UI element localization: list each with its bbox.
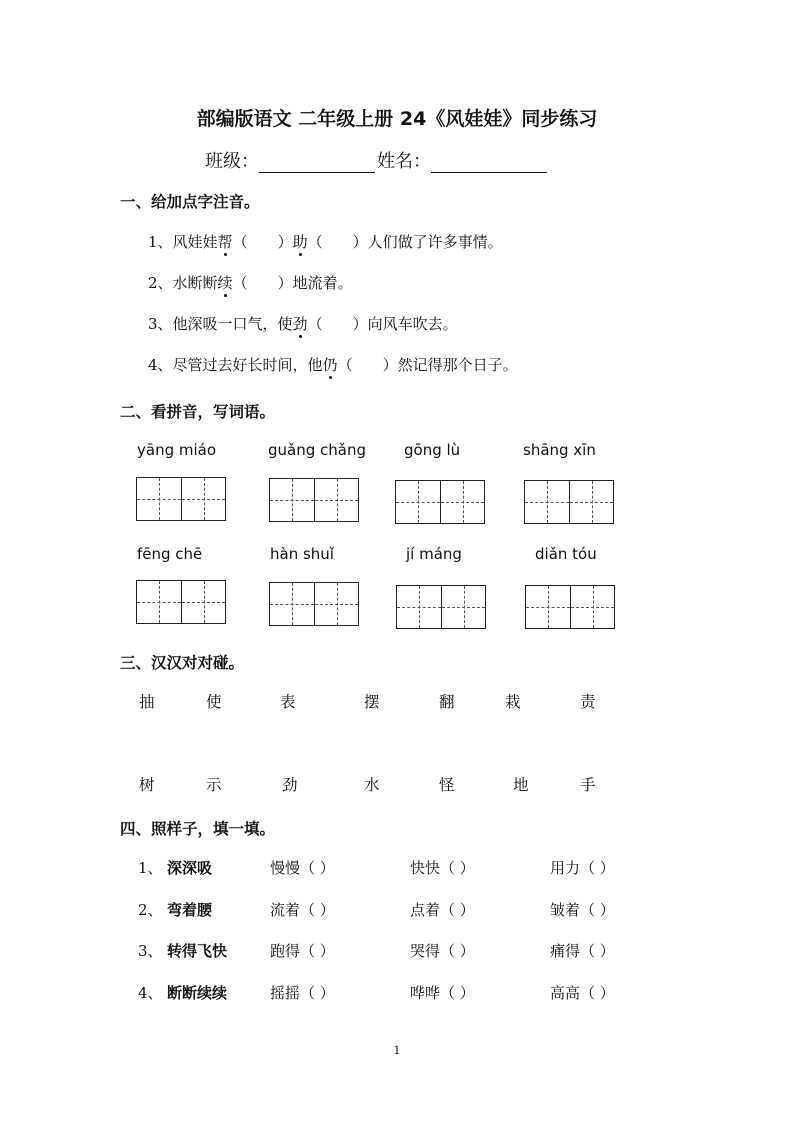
pinyin-8: diǎn tóu (535, 545, 597, 563)
pattern-row-1-num: 1、 (138, 859, 163, 877)
pinyin-7: jí máng (406, 545, 462, 563)
class-label: 班级： (205, 151, 259, 172)
pattern-row-4-c[interactable]: 高高（ ） (550, 984, 615, 1002)
pattern-row-4-b[interactable]: 哗哗（ ） (410, 984, 475, 1002)
char-top-3[interactable]: 表 (280, 693, 296, 711)
pinyin-5: fēng chē (137, 545, 203, 563)
question-1-3: 3、他深吸一口气，使劲（ ）向风车吹去。 (148, 315, 458, 333)
char-top-1[interactable]: 抽 (139, 693, 155, 711)
pinyin-4: shāng xīn (523, 441, 596, 459)
char-bottom-4[interactable]: 水 (364, 776, 380, 794)
name-label: 姓名： (377, 151, 431, 172)
char-bottom-5[interactable]: 怪 (439, 776, 455, 794)
pattern-row-3-b[interactable]: 哭得（ ） (410, 942, 475, 960)
pattern-row-2-a[interactable]: 流着（ ） (270, 901, 335, 919)
pattern-row-1-example: 深深吸 (167, 859, 213, 877)
writing-grid-1[interactable] (136, 477, 226, 521)
section-4-heading: 四、照样子，填一填。 (120, 820, 276, 838)
char-bottom-2[interactable]: 示 (206, 776, 222, 794)
char-top-4[interactable]: 摆 (364, 693, 380, 711)
pattern-row-1-b[interactable]: 快快（ ） (410, 859, 475, 877)
name-blank[interactable] (431, 153, 547, 173)
pattern-row-2-b[interactable]: 点着（ ） (410, 901, 475, 919)
writing-grid-4[interactable] (524, 480, 614, 524)
writing-grid-8[interactable] (525, 585, 615, 629)
page-number: 1 (393, 1044, 401, 1057)
writing-grid-2[interactable] (269, 478, 359, 522)
pattern-row-3-num: 3、 (138, 942, 163, 960)
char-top-5[interactable]: 翻 (439, 693, 455, 711)
writing-grid-6[interactable] (269, 582, 359, 626)
pattern-row-2-c[interactable]: 皱着（ ） (550, 901, 615, 919)
class-blank[interactable] (259, 153, 375, 173)
writing-grid-5[interactable] (136, 580, 226, 624)
section-1-heading: 一、给加点字注音。 (120, 193, 260, 211)
pattern-row-3-a[interactable]: 跑得（ ） (270, 942, 335, 960)
section-2-heading: 二、看拼音，写词语。 (120, 403, 276, 421)
char-bottom-7[interactable]: 手 (580, 776, 596, 794)
char-bottom-6[interactable]: 地 (513, 776, 529, 794)
pattern-row-2-example: 弯着腰 (167, 901, 213, 919)
pinyin-3: gōng lù (404, 441, 461, 459)
pattern-row-1-a[interactable]: 慢慢（ ） (270, 859, 335, 877)
pattern-row-2-num: 2、 (138, 901, 163, 919)
question-1-1: 1、风娃娃帮（ ）助（ ）人们做了许多事情。 (148, 233, 503, 251)
page-title: 部编版语文 二年级上册 24《风娃娃》同步练习 (196, 108, 598, 130)
char-bottom-3[interactable]: 劲 (282, 776, 298, 794)
section-3-heading: 三、汉汉对对碰。 (120, 654, 245, 672)
char-top-7[interactable]: 责 (580, 693, 596, 711)
char-bottom-1[interactable]: 树 (139, 776, 155, 794)
question-1-2: 2、水断断续（ ）地流着。 (148, 274, 353, 292)
writing-grid-7[interactable] (396, 585, 486, 629)
class-name-line (205, 147, 549, 173)
char-top-6[interactable]: 栽 (505, 693, 521, 711)
question-1-4: 4、尽管过去好长时间，他仍（ ）然记得那个日子。 (148, 356, 518, 374)
pattern-row-3-c[interactable]: 痛得（ ） (550, 942, 615, 960)
pattern-row-4-a[interactable]: 摇摇（ ） (270, 984, 335, 1002)
pinyin-1: yāng miáo (137, 441, 217, 459)
pinyin-2: guǎng chǎng (268, 441, 366, 459)
char-top-2[interactable]: 使 (206, 693, 222, 711)
pattern-row-4-num: 4、 (138, 984, 163, 1002)
pattern-row-3-example: 转得飞快 (167, 942, 228, 960)
pattern-row-4-example: 断断续续 (167, 984, 228, 1002)
pattern-row-1-c[interactable]: 用力（ ） (550, 859, 615, 877)
pinyin-6: hàn shuǐ (270, 545, 334, 563)
writing-grid-3[interactable] (395, 480, 485, 524)
